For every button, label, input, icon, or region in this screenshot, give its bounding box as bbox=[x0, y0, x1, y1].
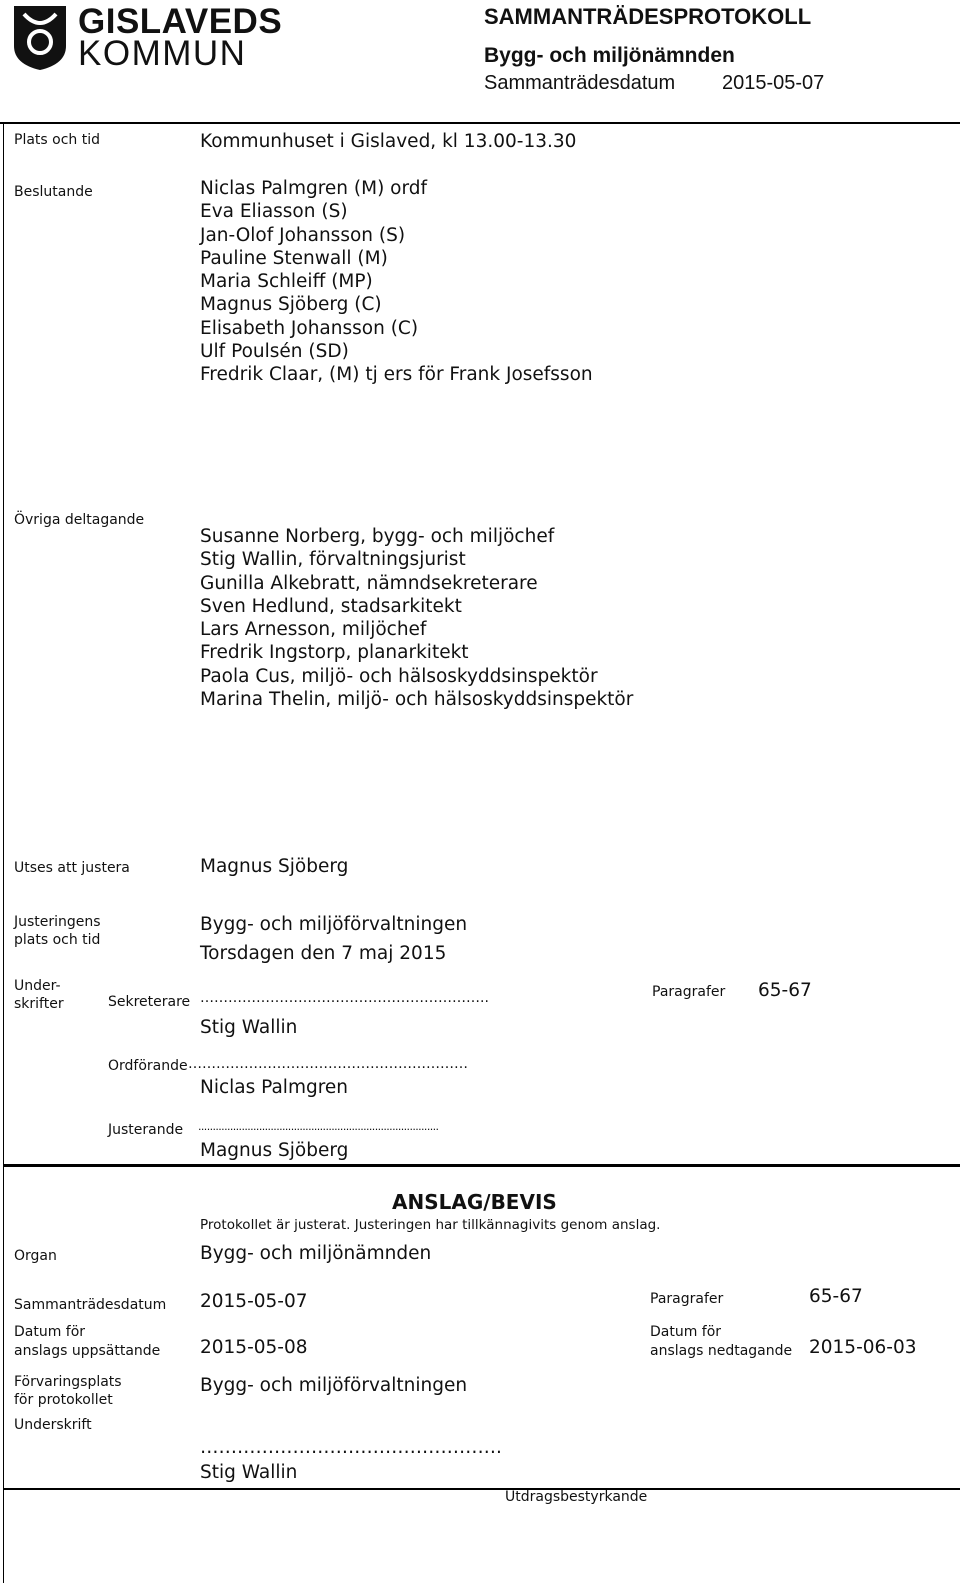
removed-date-value: 2015-06-03 bbox=[809, 1337, 917, 1358]
committee-name: Bygg- och miljönämnden bbox=[484, 44, 735, 67]
adjuster-signature-line: ................................................................................... bbox=[198, 1120, 439, 1133]
notice-paragraphs-label: Paragrafer bbox=[650, 1291, 724, 1307]
decision-maker: Niclas Palmgren (M) ordf bbox=[200, 178, 428, 199]
notice-rule bbox=[3, 1164, 960, 1167]
footer-rule bbox=[3, 1488, 960, 1490]
adjustment-place-label-1: Justeringens bbox=[14, 914, 101, 930]
storage-label-1: Förvaringsplats bbox=[14, 1374, 122, 1390]
decision-maker: Jan-Olof Johansson (S) bbox=[200, 224, 406, 246]
decision-maker: Magnus Sjöberg (C) bbox=[200, 294, 382, 316]
adjuster-signature-label: Justerande bbox=[108, 1122, 184, 1138]
signatures-label-2: skrifter bbox=[14, 996, 64, 1012]
others-list bbox=[200, 525, 633, 711]
participant: Sven Hedlund, stadsarkitekt bbox=[200, 595, 462, 617]
participant: Fredrik Ingstorp, planarkitekt bbox=[200, 642, 469, 664]
participant: Stig Wallin, förvaltningsjurist bbox=[200, 549, 466, 571]
secretary-name: Stig Wallin bbox=[200, 1017, 298, 1038]
chair-label: Ordförande bbox=[108, 1058, 188, 1074]
notice-date-value: 2015-05-07 bbox=[200, 1291, 308, 1312]
posted-date-value: 2015-05-08 bbox=[200, 1337, 308, 1358]
logo bbox=[10, 2, 283, 73]
chair-signature-line: …………………………………………………… bbox=[188, 1056, 468, 1072]
place-value: Kommunhuset i Gislaved, kl 13.00-13.30 bbox=[200, 131, 577, 152]
decision-maker: Fredrik Claar, (M) tj ers för Frank Josefsson bbox=[200, 364, 593, 386]
removed-date-label-2: anslags nedtagande bbox=[650, 1343, 793, 1359]
decision-maker: Maria Schleiff (MP) bbox=[200, 271, 373, 293]
adjuster-signature-name: Magnus Sjöberg bbox=[200, 1140, 349, 1161]
participant: Lars Arnesson, miljöchef bbox=[200, 619, 427, 641]
signature-name: Stig Wallin bbox=[200, 1462, 298, 1483]
adjustment-place-label-2: plats och tid bbox=[14, 932, 101, 948]
participant: Paola Cus, miljö- och hälsoskyddsinspektör bbox=[200, 665, 598, 687]
organ-value: Bygg- och miljönämnden bbox=[200, 1243, 432, 1264]
decision-maker: Elisabeth Johansson (C) bbox=[200, 317, 419, 339]
notice-date-label: Sammanträdesdatum bbox=[14, 1297, 167, 1313]
posted-date-label-1: Datum för bbox=[14, 1324, 86, 1340]
notice-paragraphs-value: 65-67 bbox=[809, 1286, 863, 1307]
adjuster-value: Magnus Sjöberg bbox=[200, 856, 349, 877]
notice-title: ANSLAG/BEVIS bbox=[392, 1190, 557, 1214]
decision-makers-list bbox=[200, 177, 593, 387]
signatures-label-1: Under- bbox=[14, 978, 61, 994]
secretary-signature-line: …………………………………………………….. bbox=[200, 990, 489, 1006]
decision-label: Beslutande bbox=[14, 184, 93, 200]
posted-date-label-2: anslags uppsättande bbox=[14, 1343, 161, 1359]
decision-maker: Pauline Stenwall (M) bbox=[200, 247, 388, 269]
adjustment-place-value: Bygg- och miljöförvaltningen bbox=[200, 914, 468, 935]
removed-date-label-1: Datum för bbox=[650, 1324, 722, 1340]
place-label: Plats och tid bbox=[14, 132, 100, 148]
header-date-value: 2015-05-07 bbox=[722, 72, 825, 94]
top-rule bbox=[0, 122, 960, 124]
chair-name: Niclas Palmgren bbox=[200, 1077, 349, 1098]
logo-text-line-2: KOMMUN bbox=[78, 34, 247, 73]
participant: Susanne Norberg, bygg- och miljöchef bbox=[200, 526, 555, 547]
secretary-label: Sekreterare bbox=[108, 994, 191, 1010]
participant: Gunilla Alkebratt, nämndsekreterare bbox=[200, 572, 538, 594]
signatures-paragraphs-label: Paragrafer bbox=[652, 984, 726, 1000]
participant: Marina Thelin, miljö- och hälsoskyddsinspektör bbox=[200, 689, 634, 711]
footer-certification: Utdragsbestyrkande bbox=[505, 1489, 648, 1505]
document-type: SAMMANTRÄDESPROTOKOLL bbox=[484, 4, 812, 29]
notice-statement: Protokollet är justerat. Justeringen har tillkännagivits genom anslag. bbox=[200, 1217, 661, 1233]
decision-maker: Ulf Poulsén (SD) bbox=[200, 341, 349, 363]
storage-label-2: för protokollet bbox=[14, 1392, 113, 1408]
municipality-emblem-icon bbox=[10, 2, 70, 72]
storage-value: Bygg- och miljöförvaltningen bbox=[200, 1375, 468, 1396]
header-date-label: Sammanträdesdatum bbox=[484, 72, 676, 94]
signatures-paragraphs-value: 65-67 bbox=[758, 980, 812, 1001]
adjuster-label: Utses att justera bbox=[14, 860, 130, 876]
organ-label: Organ bbox=[14, 1248, 57, 1264]
signature-label: Underskrift bbox=[14, 1417, 92, 1433]
left-rule bbox=[3, 122, 4, 1583]
signature-line: …………………………………………. bbox=[200, 1437, 502, 1458]
others-label: Övriga deltagande bbox=[14, 512, 145, 528]
logo-text-line-1: GISLAVEDS bbox=[78, 2, 283, 41]
adjustment-time-value: Torsdagen den 7 maj 2015 bbox=[200, 943, 447, 964]
decision-maker: Eva Eliasson (S) bbox=[200, 201, 348, 223]
